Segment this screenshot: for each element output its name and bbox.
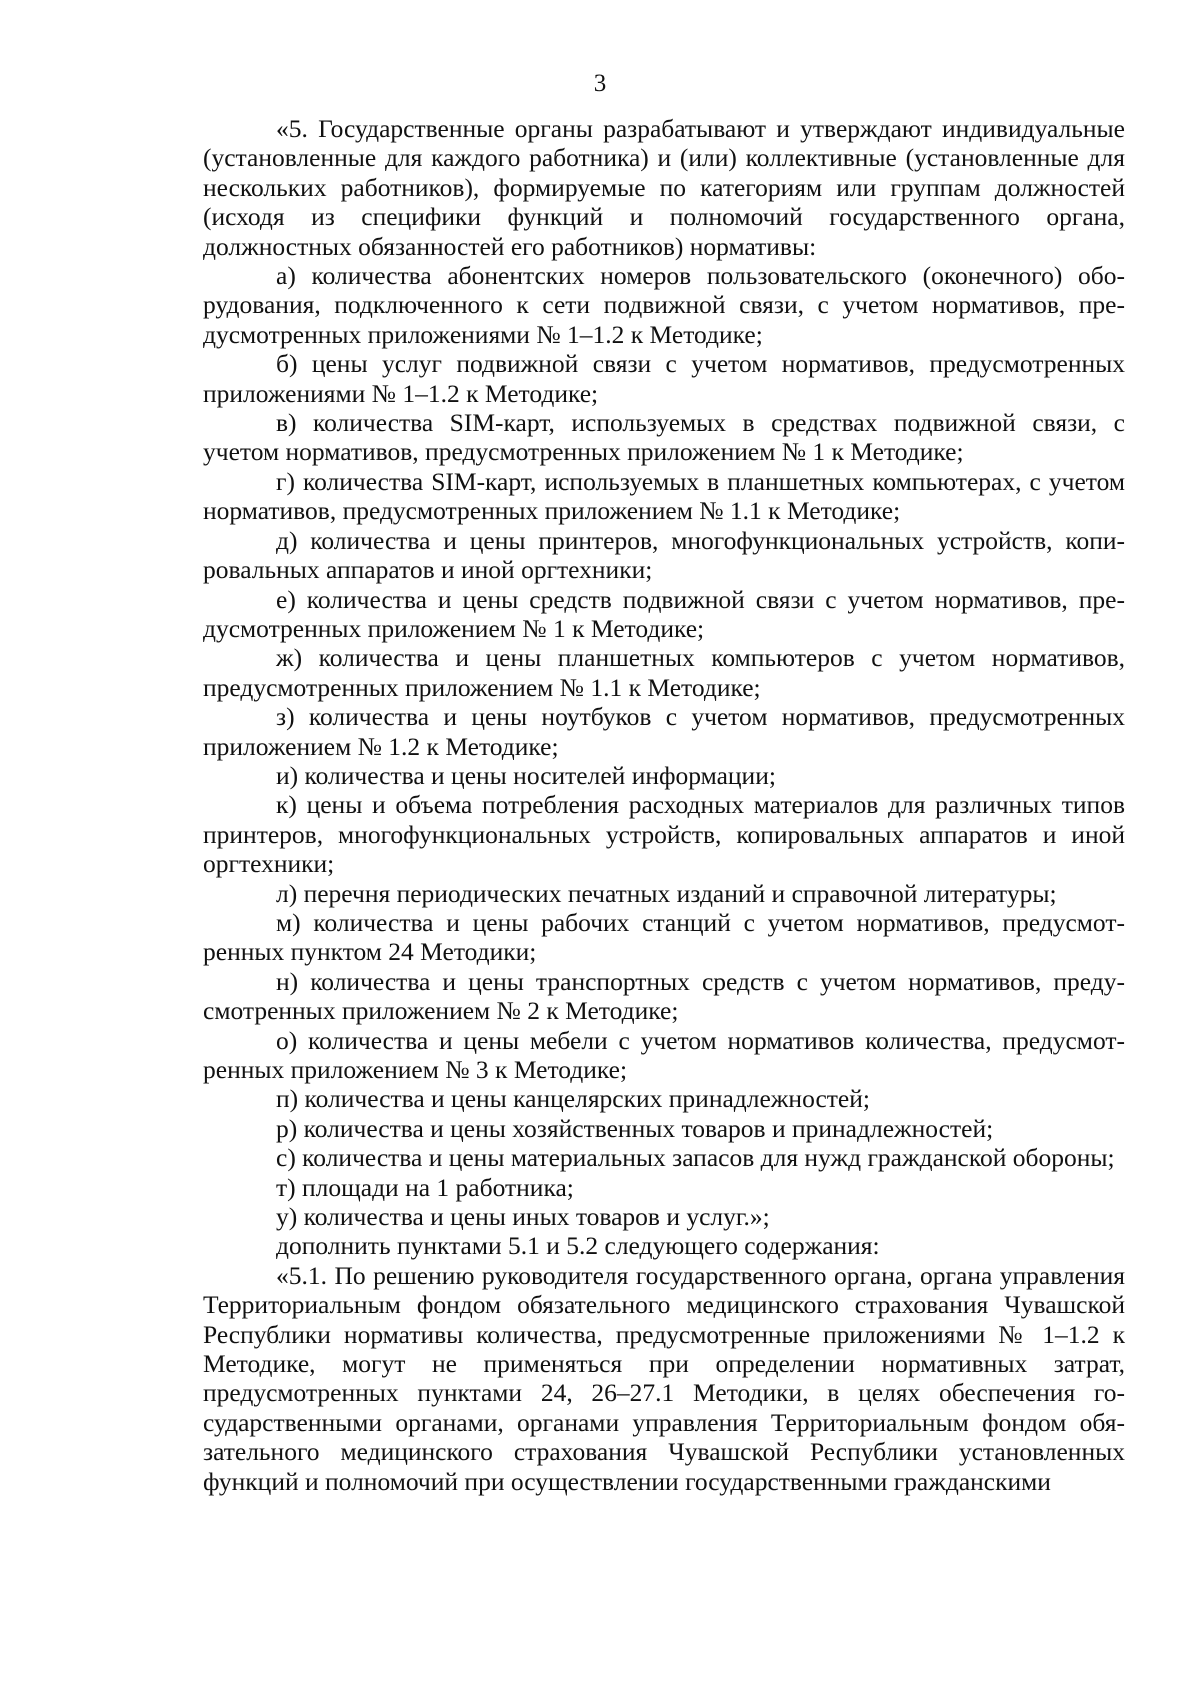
paragraph-item-v: в) количества SIM-карт, используемых в средствах подвижной связи, с учетом нормативов, предусмотренных приложением № 1 к Методике; xyxy=(203,408,1125,467)
paragraph-amendment-note: дополнить пунктами 5.1 и 5.2 следующего содержания: xyxy=(276,1231,880,1261)
paragraph-item-k: к) цены и объема потребления расходных материалов для различных типов принтеров, многофункциональных устройств, копировальных аппаратов и иной оргтехники; xyxy=(203,790,1125,879)
paragraph-item-r: р) количества и цены хозяйственных товаров и принадлежностей; xyxy=(276,1113,994,1143)
paragraph-item-g: г) количества SIM-карт, используемых в планшетных компьютерах, с учетом нормативов, предусмотренных приложением № 1.1 к Методике; xyxy=(203,466,1125,526)
paragraph-item-u: у) количества и цены иных товаров и услуг.»; xyxy=(276,1202,770,1232)
document-body xyxy=(203,114,1125,1496)
page-number: 3 xyxy=(593,70,607,97)
paragraph-item-l: л) перечня периодических печатных изданий и справочной литературы; xyxy=(276,878,1057,908)
paragraph-item-zh: ж) количества и цены планшетных компьютеров с учетом нормативов, предусмотренных приложением № 1.1 к Методике; xyxy=(203,643,1125,702)
paragraph-item-d: д) количества и цены принтеров, многофункциональных устройств, копировальных аппаратов и иной оргтехники; xyxy=(203,525,1125,585)
paragraph-item-t: т) площади на 1 работника; xyxy=(276,1172,574,1202)
paragraph-item-a: а) количества абонентских номеров пользовательского (оконечного) оборудования, подключенного к сети подвижной связи, с учетом нормативов, предусмотренных приложениями № 1–1.2 к Методике; xyxy=(203,261,1125,349)
paragraph-intro: «5. Государственные органы разрабатывают и утверждают индивидуальные (установленные для каждого работника) и (или) коллективные (установленные для нескольких работников), формируемые по категориям или группам должностей (исходя из специфики функций и полномочий государственного органа, должностных обязанностей его работников) нормативы: xyxy=(203,114,1125,261)
paragraph-5-1: «5.1. По решению руководителя государственного органа, органа управления Территориальным фондом обязательного медицинского страхования Чувашской Республики нормативы количества, предусмотренные приложениями № 1–1.2 к Методике, могут не применяться при определении нормативных затрат, предусмотренных пунктами 24, 26–27.1 Методики, в целях обеспечения государственными органами, органами управления Территориальным фондом обязательного медицинского страхования Чувашской Республики установленных функций и полномочий при осуществлении государственными гражданскими xyxy=(203,1260,1125,1496)
paragraph-item-b: б) цены услуг подвижной связи с учетом нормативов, предусмотренных приложениями № 1–1.2 к Методике; xyxy=(203,349,1125,408)
paragraph-item-e: е) количества и цены средств подвижной связи с учетом нормативов, предусмотренных приложением № 1 к Методике; xyxy=(203,584,1125,643)
paragraph-item-o: о) количества и цены мебели с учетом нормативов количества, предусмотренных приложением № 3 к Методике; xyxy=(203,1025,1125,1084)
paragraph-item-z: з) количества и цены ноутбуков с учетом нормативов, предусмотренных приложением № 1.2 к Методике; xyxy=(203,702,1125,761)
paragraph-item-i: и) количества и цены носителей информации; xyxy=(276,760,776,790)
paragraph-item-m: м) количества и цены рабочих станций с учетом нормативов, предусмотренных пунктом 24 Методики; xyxy=(203,907,1125,967)
paragraph-item-p: п) количества и цены канцелярских принадлежностей; xyxy=(276,1084,870,1114)
paragraph-item-s: с) количества и цены материальных запасов для нужд гражданской обороны; xyxy=(276,1143,1115,1173)
paragraph-item-n: н) количества и цены транспортных средств с учетом нормативов, предусмотренных приложением № 2 к Методике; xyxy=(203,966,1125,1026)
